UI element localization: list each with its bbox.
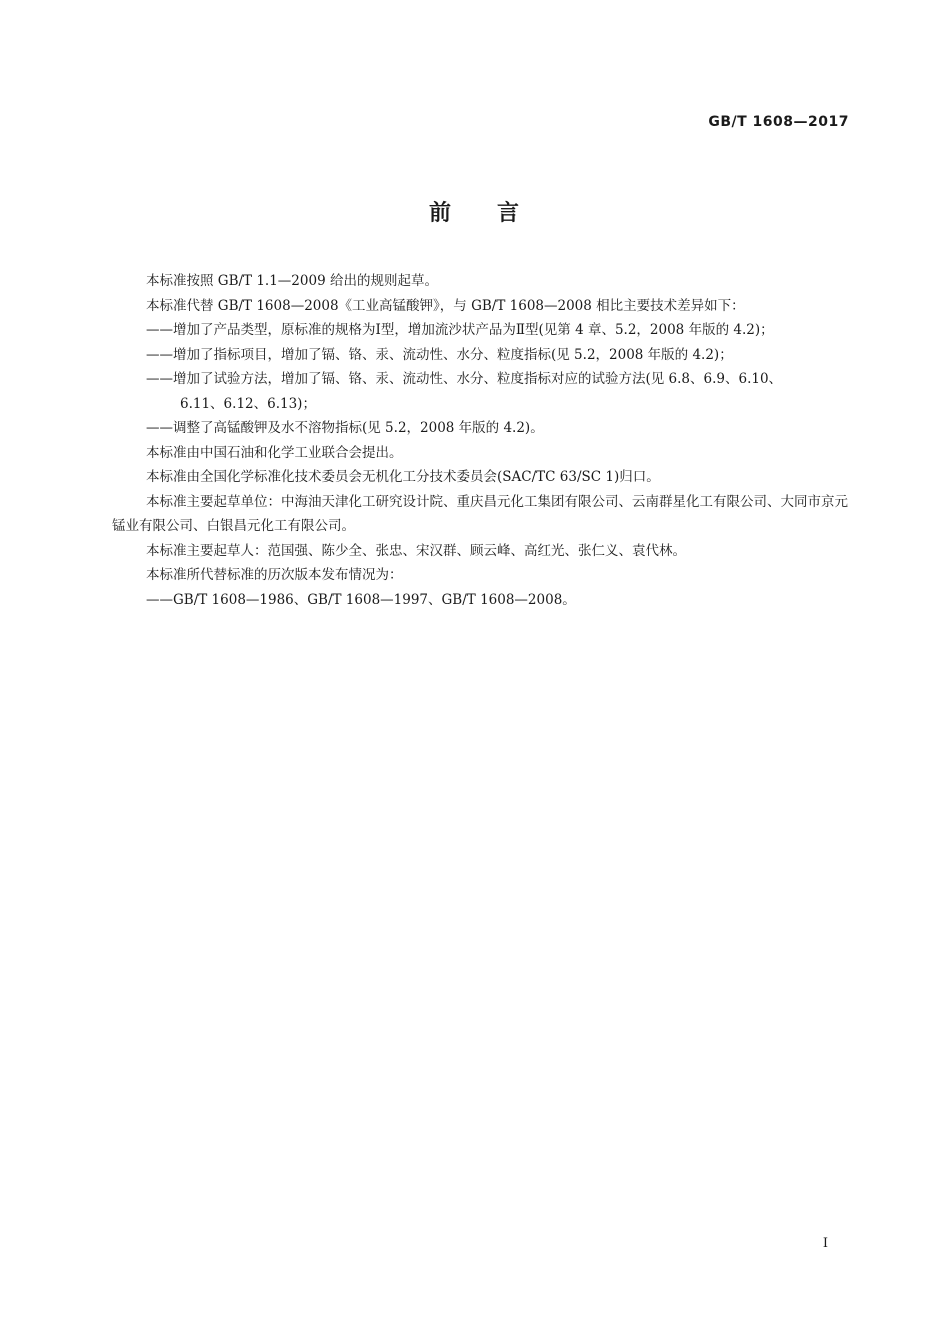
- title-char-1: 前: [428, 201, 453, 226]
- paragraph-proposed-by: 本标准由中国石油和化学工业联合会提出。: [146, 444, 403, 461]
- paragraph-replacement: 本标准代替 GB/T 1608—2008《工业高锰酸钾》，与 GB/T 1608—2008 相比主要技术差异如下：: [146, 297, 745, 314]
- paragraph-drafters: 本标准主要起草人：范国强、陈少全、张忠、宋汉群、顾云峰、高红光、张仁义、袁代林。: [146, 542, 686, 559]
- paragraph-drafting-units: 本标准主要起草单位：中海油天津化工研究设计院、重庆昌元化工集团有限公司、云南群星化工有限公司、大同市京元锰业有限公司、白银昌元化工有限公司。: [112, 493, 848, 534]
- paragraph-history-intro: 本标准所代替标准的历次版本发布情况为：: [146, 567, 403, 583]
- history-item-editions: ——GB/T 1608—1986、GB/T 1608—1997、GB/T 1608—2008。: [146, 591, 576, 608]
- change-item-adjustment: ——调整了高锰酸钾及水不溶物指标(见 5.2，2008 年版的 4.2)。: [146, 420, 544, 436]
- paragraph-centralized-by: 本标准由全国化学标准化技术委员会无机化工分技术委员会(SAC/TC 63/SC 1)归口。: [146, 469, 660, 485]
- change-item-test-methods-line2: 6.11、6.12、6.13)；: [180, 395, 316, 412]
- change-item-product-type: ——增加了产品类型，原标准的规格为Ⅰ型，增加流沙状产品为Ⅱ型(见第 4 章、5.2，2008 年版的 4.2)；: [146, 322, 774, 338]
- change-item-indicators: ——增加了指标项目，增加了镉、铬、汞、流动性、水分、粒度指标(见 5.2，2008 年版的 4.2)；: [146, 346, 733, 363]
- change-item-test-methods-line1: ——增加了试验方法，增加了镉、铬、汞、流动性、水分、粒度指标对应的试验方法(见 6.8、6.9、6.10、: [146, 371, 783, 387]
- page-number: I: [822, 1236, 828, 1251]
- change-item-test-methods: [112, 367, 852, 416]
- standard-code-header: GB/T 1608—2017: [708, 114, 849, 130]
- page-title: [0, 196, 950, 227]
- title-char-2: 言: [497, 201, 522, 226]
- paragraph-drafting-rules: 本标准按照 GB/T 1.1—2009 给出的规则起草。: [146, 273, 438, 289]
- foreword-body: [112, 269, 852, 612]
